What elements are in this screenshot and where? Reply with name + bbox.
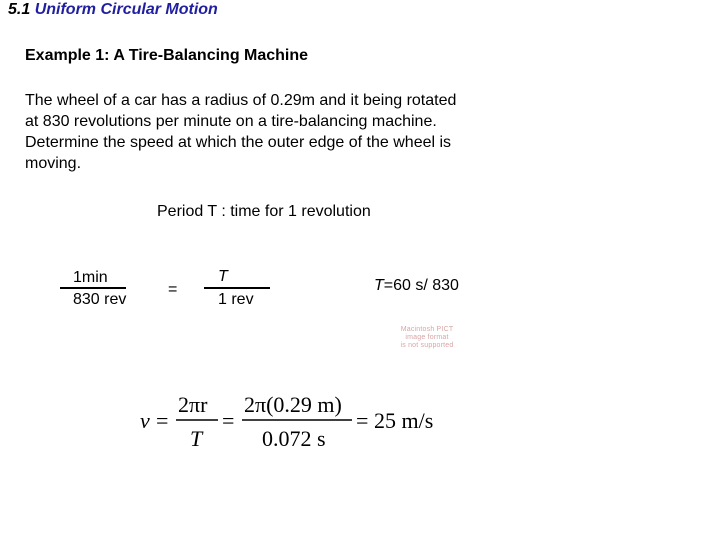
eq-equals-1: = bbox=[156, 408, 169, 433]
eq-frac1-denominator: T bbox=[190, 426, 203, 451]
right-fraction-bar bbox=[204, 287, 270, 289]
eq-frac2-numerator: 2π(0.29 m) bbox=[244, 392, 342, 417]
period-definition: Period T : time for 1 revolution bbox=[157, 203, 371, 220]
problem-line: at 830 revolutions per minute on a tire-balancing machine. bbox=[25, 113, 437, 130]
period-result-expression: =60 s/ 830 bbox=[383, 277, 459, 294]
period-result-variable: T bbox=[374, 277, 384, 294]
problem-line: moving. bbox=[25, 155, 82, 172]
left-fraction-bar bbox=[60, 287, 126, 289]
placeholder-line: Macintosh PICT bbox=[400, 326, 454, 333]
problem-line: The wheel of a car has a radius of 0.29m and it being rotated bbox=[25, 92, 457, 109]
period-result bbox=[374, 277, 459, 295]
eq-frac2-denominator: 0.072 s bbox=[262, 426, 326, 451]
section-title bbox=[8, 1, 218, 19]
eq-equals-3: = bbox=[356, 408, 369, 433]
eq-equals-2: = bbox=[222, 408, 235, 433]
right-numerator: T bbox=[218, 268, 228, 285]
section-name: Uniform Circular Motion bbox=[34, 1, 218, 18]
left-numerator: 1min bbox=[73, 269, 108, 286]
problem-statement bbox=[25, 90, 525, 174]
unsupported-image-placeholder bbox=[371, 326, 483, 350]
placeholder-line: is not supported bbox=[400, 342, 454, 349]
placeholder-line: image format bbox=[405, 334, 449, 341]
section-number: 5.1 bbox=[8, 1, 31, 18]
right-denominator: 1 rev bbox=[218, 291, 254, 308]
example-title: Example 1: A Tire-Balancing Machine bbox=[25, 47, 309, 64]
eq-v: v bbox=[140, 408, 150, 433]
eq-result: 25 m/s bbox=[374, 408, 434, 433]
proportion-equals: = bbox=[168, 281, 178, 298]
left-denominator: 830 rev bbox=[73, 291, 127, 308]
problem-line: Determine the speed at which the outer edge of the wheel is bbox=[25, 134, 452, 151]
speed-equation bbox=[138, 384, 438, 454]
eq-frac1-numerator: 2πr bbox=[178, 392, 208, 417]
